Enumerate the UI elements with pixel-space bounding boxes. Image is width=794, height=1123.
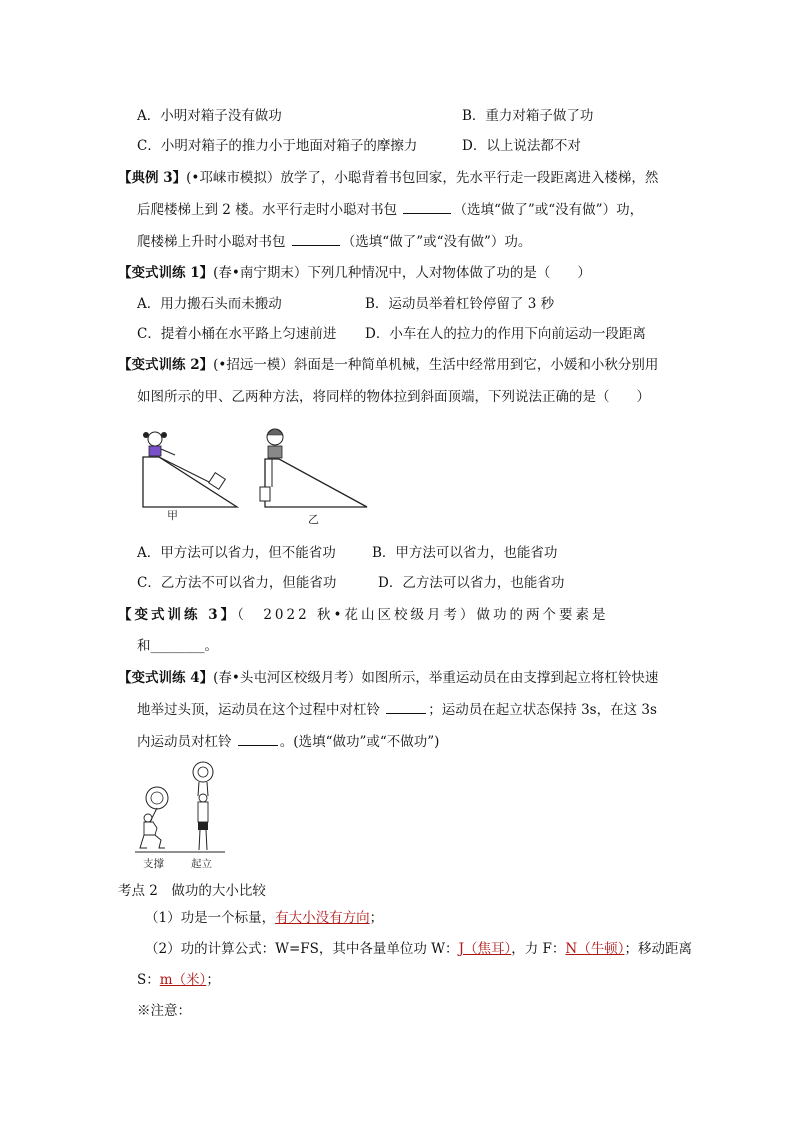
- incline-figure: [135, 415, 375, 527]
- figure-label-jia: 甲: [167, 509, 178, 522]
- example3-stem: (•邛崃市模拟）放学了，小聪背着书包回家，先水平行走一段距离进入楼梯，然: [186, 170, 659, 186]
- option-b: B．重力对箱子做了功: [462, 108, 594, 124]
- option-c: C．提着小桶在水平路上匀速前进: [137, 326, 337, 342]
- section2-item2: [145, 937, 692, 957]
- option-c: C．乙方法不可以省力，但能省功: [137, 575, 337, 591]
- practice4-line3-text: 内运动员对杠铃: [137, 734, 232, 750]
- practice4-line3: [137, 730, 439, 750]
- practice2-text: (•招远一模）斜面是一种简单机械，生活中经常用到它，小媛和小秋分别用: [213, 357, 659, 373]
- item2-text: （2）功的计算公式：W=FS，其中各量单位功 W：: [145, 941, 459, 957]
- item1-post: ；: [369, 910, 384, 926]
- example3-line2-tail: （选填“做了”或“没有做”）功，: [453, 202, 644, 218]
- example3-line3: [137, 230, 531, 250]
- practice2-line2: 如图所示的甲、乙两种方法，将同样的物体拉到斜面顶端，下列说法正确的是（ ）: [137, 389, 650, 405]
- option-d: D．小车在人的拉力的作用下向前运动一段距离: [365, 326, 646, 342]
- answer-blank[interactable]: [292, 233, 340, 246]
- option-a: A．用力搬石头而未搬动: [137, 296, 282, 312]
- practice4-line2: [137, 698, 657, 718]
- section2-heading: 考点 2 做功的大小比较: [118, 883, 266, 899]
- example3-line3-text: 爬楼梯上升时小聪对书包: [137, 234, 286, 250]
- example3-line1: [118, 166, 658, 186]
- practice4-tag: 【变式训练 4】: [118, 670, 214, 686]
- item2-mid: ，力 F：: [511, 941, 566, 957]
- practice2-line1: [118, 353, 658, 373]
- practice1-tag: 【变式训练 1】: [118, 265, 214, 281]
- practice4-line2-text: 地举过头顶，运动员在这个过程中对杠铃: [137, 702, 380, 718]
- practice3-tag: 【变式训练 3】: [118, 607, 238, 623]
- answer-blank[interactable]: [403, 201, 451, 214]
- option-c: C．小明对箱子的推力小于地面对箱子的摩擦力: [137, 138, 418, 154]
- unit-newton: N（牛顿）: [565, 941, 625, 957]
- example3-line2: [137, 198, 643, 218]
- item1-answer: 有大小没有方向: [275, 910, 370, 926]
- option-d: D．以上说法都不对: [462, 138, 581, 154]
- answer-blank[interactable]: [386, 701, 426, 714]
- weightlifter-figure: [135, 760, 225, 872]
- option-a: A．甲方法可以省力，但不能省功: [137, 545, 336, 561]
- option-b: B．甲方法可以省力，也能省功: [372, 545, 558, 561]
- item2-post: ；移动距离: [624, 941, 692, 957]
- practice4-line1: [118, 666, 658, 686]
- practice2-tag: 【变式训练 2】: [118, 357, 214, 373]
- practice1-text: (春•南宁期末）下列几种情况中，人对物体做了功的是（ ）: [213, 265, 591, 281]
- practice4-text: (春•头屯河区校级月考）如图所示，举重运动员在由支撑到起立将杠铃快速: [213, 670, 659, 686]
- item3-text: S：: [137, 972, 160, 988]
- incline-jia: [143, 432, 237, 507]
- item3-post: ；: [206, 972, 220, 988]
- option-d: D．乙方法可以省力，也能省功: [378, 575, 565, 591]
- label-support: 支撑: [143, 858, 164, 870]
- section2-note: ※注意：: [137, 1003, 191, 1019]
- section2-item1: [145, 906, 383, 926]
- lifter-support: [140, 787, 168, 848]
- section2-item3: [137, 968, 220, 988]
- unit-meter: m（米）: [159, 972, 207, 988]
- practice3-line2: 和________。: [137, 638, 218, 654]
- practice4-line3-tail: 。(选填“做功”或“不做功”): [279, 734, 440, 750]
- option-a: A．小明对箱子没有做功: [137, 108, 282, 124]
- example3-line2-text: 后爬楼梯上到 2 楼。水平行走时小聪对书包: [137, 202, 398, 218]
- practice4-line2-tail: ；运动员在起立状态保持 3s，在这 3s: [428, 702, 657, 718]
- item1-text: （1）功是一个标量，: [145, 910, 276, 926]
- practice1-stem: [118, 261, 591, 281]
- example3-tag: 【典例 3】: [118, 170, 187, 186]
- practice3-text: （ 2022 秋•花山区校级月考）做功的两个要素是: [237, 607, 609, 623]
- label-stand: 起立: [191, 858, 212, 870]
- example3-line3-tail: （选填“做了”或“没有做”）功。: [341, 234, 532, 250]
- option-b: B．运动员举着杠铃停留了 3 秒: [365, 296, 555, 312]
- lifter-standing: [193, 762, 213, 850]
- practice3-line1: [118, 603, 678, 623]
- unit-joule: J（焦耳）: [458, 941, 512, 957]
- figure-label-yi: 乙: [308, 513, 319, 526]
- incline-yi: [260, 429, 367, 507]
- answer-blank[interactable]: [238, 733, 278, 746]
